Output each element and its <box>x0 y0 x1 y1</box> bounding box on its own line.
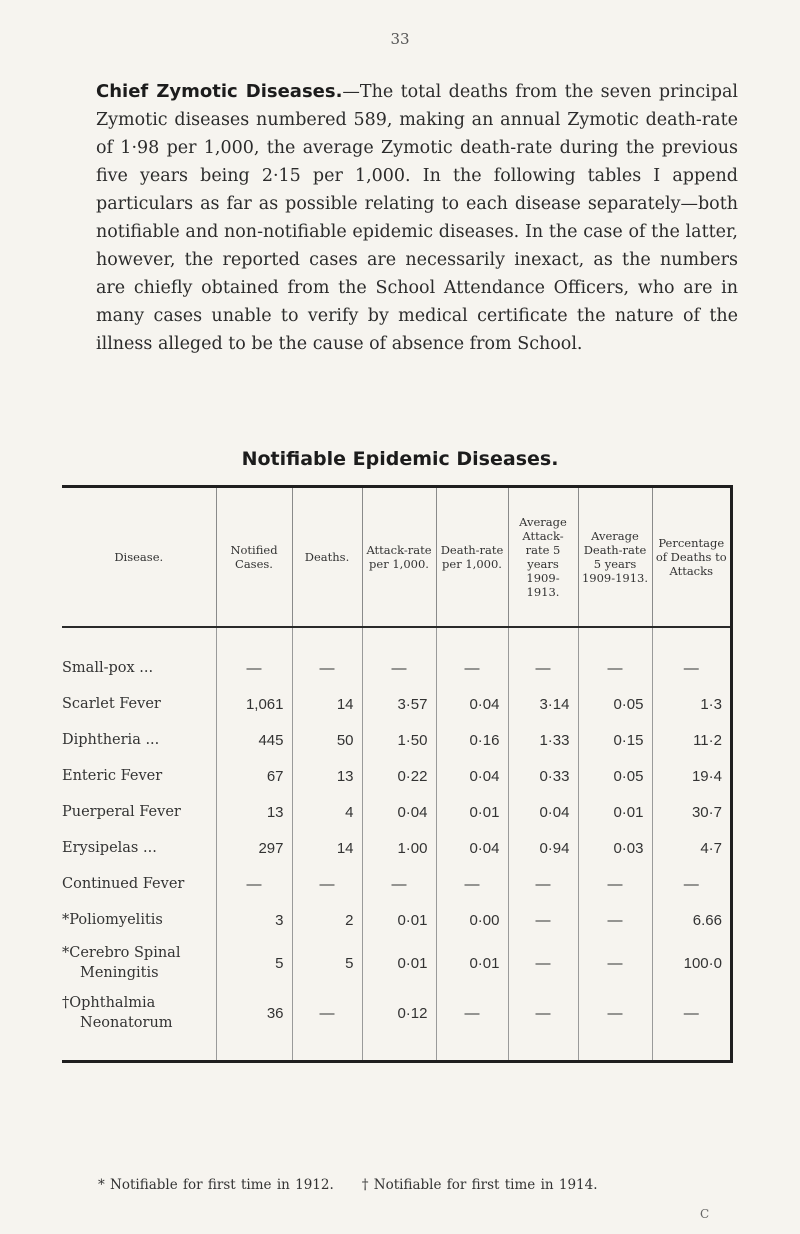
footnotes <box>98 1177 598 1193</box>
table-cell: 0·04 <box>508 794 578 830</box>
disease-name: Erysipelas ... <box>62 840 157 856</box>
table-cell: — <box>578 650 652 686</box>
table-cell: 4 <box>292 794 362 830</box>
intro-text: —The total deaths from the seven principal Zymotic diseases numbered 589, making an annual Zymotic death-rate of 1·98 per 1,000, the average Zymotic death-rate during the previous five years being 2·15 per 1,000. In the following tables I append particulars as far as possible relating to each disease separately—both notifiable and non-notifiable epidemic diseases. In the case of the latter, however, the reported cases are necessarily inexact, as the numbers are chiefly obtained from the School Attendance Officers, who are in many cases unable to verify by medical certificate the nature of the illness alleged to be the cause of absence from School. <box>96 82 738 354</box>
table-cell: 2 <box>292 902 362 938</box>
table-cell: 0·05 <box>578 758 652 794</box>
table-cell: 30·7 <box>652 794 730 830</box>
disease-name: Small-pox ... <box>62 660 154 676</box>
disease-name: Continued Fever <box>62 876 185 892</box>
table-cell: 4·7 <box>652 830 730 866</box>
table-cell: 1·50 <box>362 722 436 758</box>
column-header: Percentage of Deaths to Attacks <box>652 488 730 627</box>
table-cell: — <box>652 988 730 1038</box>
table-cell: — <box>436 650 508 686</box>
table-cell: 0·01 <box>436 794 508 830</box>
table-cell: 0·22 <box>362 758 436 794</box>
table-cell: — <box>508 902 578 938</box>
empty-cell <box>362 1038 436 1060</box>
table-cell: 14 <box>292 830 362 866</box>
table-body <box>62 627 730 1060</box>
footnote-star: * Notifiable for first time in 1912. <box>98 1177 334 1193</box>
empty-cell <box>362 627 436 650</box>
table-cell: 1·3 <box>652 686 730 722</box>
table-row <box>62 722 730 758</box>
table-cell: 1·00 <box>362 830 436 866</box>
empty-cell <box>292 1038 362 1060</box>
spacer-row <box>62 1038 730 1060</box>
table-cell: 13 <box>216 794 292 830</box>
table-cell: 19·4 <box>652 758 730 794</box>
empty-cell <box>292 627 362 650</box>
table-cell: 0·33 <box>508 758 578 794</box>
table-cell: 36 <box>216 988 292 1038</box>
empty-cell <box>652 1038 730 1060</box>
table-cell: 0·04 <box>436 758 508 794</box>
table-cell: — <box>292 650 362 686</box>
empty-cell <box>436 1038 508 1060</box>
table-cell: 3 <box>216 902 292 938</box>
table-cell: — <box>362 650 436 686</box>
table-row <box>62 866 730 902</box>
table-cell: 5 <box>292 938 362 988</box>
table-cell: — <box>216 866 292 902</box>
table-cell: 100·0 <box>652 938 730 988</box>
table-cell: 0·04 <box>362 794 436 830</box>
disease-name-continued: Neonatorum <box>80 1015 173 1031</box>
table-cell: 0·01 <box>578 794 652 830</box>
table-cell: — <box>578 988 652 1038</box>
table-cell: — <box>292 988 362 1038</box>
table-cell: 445 <box>216 722 292 758</box>
table-row <box>62 650 730 686</box>
empty-cell <box>62 627 216 650</box>
empty-cell <box>436 627 508 650</box>
table-cell: — <box>508 650 578 686</box>
empty-cell <box>62 1038 216 1060</box>
table-cell: 6.66 <box>652 902 730 938</box>
table-cell: 3·57 <box>362 686 436 722</box>
disease-name-cell <box>62 830 216 866</box>
empty-cell <box>216 627 292 650</box>
section-heading: Chief Zymotic Diseases. <box>96 81 343 102</box>
table-cell: 297 <box>216 830 292 866</box>
spacer-row <box>62 627 730 650</box>
column-header: Deaths. <box>292 488 362 627</box>
disease-name-cell <box>62 650 216 686</box>
disease-name-cell <box>62 866 216 902</box>
table-row <box>62 988 730 1038</box>
table-header-row <box>62 488 730 627</box>
disease-name: Puerperal Fever <box>62 804 181 820</box>
disease-name: †Ophthalmia <box>62 995 156 1011</box>
notifiable-diseases-table <box>62 488 730 1060</box>
table-cell: 11·2 <box>652 722 730 758</box>
disease-name-cell <box>62 758 216 794</box>
disease-name: *Poliomyelitis <box>62 912 163 928</box>
table-cell: — <box>436 866 508 902</box>
disease-name: *Cerebro Spinal <box>62 945 181 961</box>
column-header: Average Death-rate 5 years 1909-1913. <box>578 488 652 627</box>
disease-name-cell <box>62 794 216 830</box>
table-cell: — <box>652 866 730 902</box>
table-cell: 0·12 <box>362 988 436 1038</box>
table-row <box>62 902 730 938</box>
table-cell: 1,061 <box>216 686 292 722</box>
column-header: Death-rate per 1,000. <box>436 488 508 627</box>
table-cell: 0·94 <box>508 830 578 866</box>
column-header: Attack-rate per 1,000. <box>362 488 436 627</box>
disease-name: Scarlet Fever <box>62 696 161 712</box>
table-cell: 1·33 <box>508 722 578 758</box>
table-frame <box>62 485 733 1063</box>
table-row <box>62 794 730 830</box>
table-cell: — <box>578 866 652 902</box>
table-cell: — <box>578 938 652 988</box>
empty-cell <box>508 1038 578 1060</box>
table-cell: 0·04 <box>436 830 508 866</box>
page-number: 33 <box>390 30 410 48</box>
table-cell: 67 <box>216 758 292 794</box>
signature-mark: C <box>700 1207 710 1221</box>
table-cell: 3·14 <box>508 686 578 722</box>
table-cell: 50 <box>292 722 362 758</box>
empty-cell <box>578 1038 652 1060</box>
table-cell: 13 <box>292 758 362 794</box>
table-cell: — <box>292 866 362 902</box>
table-cell: 0·04 <box>436 686 508 722</box>
table-cell: 0·15 <box>578 722 652 758</box>
empty-cell <box>216 1038 292 1060</box>
intro-paragraph <box>96 78 738 358</box>
table-cell: — <box>216 650 292 686</box>
table-title: Notifiable Epidemic Diseases. <box>241 448 559 470</box>
table-row <box>62 686 730 722</box>
table-cell: 0·01 <box>362 902 436 938</box>
disease-name-cell <box>62 902 216 938</box>
table-cell: 0·01 <box>362 938 436 988</box>
table-cell: 14 <box>292 686 362 722</box>
table-cell: 0·03 <box>578 830 652 866</box>
footnote-dagger: † Notifiable for first time in 1914. <box>361 1177 598 1193</box>
table-cell: 0·16 <box>436 722 508 758</box>
table-row <box>62 830 730 866</box>
table-cell: — <box>362 866 436 902</box>
table-cell: — <box>508 866 578 902</box>
column-header: Notified Cases. <box>216 488 292 627</box>
table-cell: 5 <box>216 938 292 988</box>
empty-cell <box>508 627 578 650</box>
empty-cell <box>578 627 652 650</box>
table-cell: 0·01 <box>436 938 508 988</box>
disease-name-continued: Meningitis <box>80 965 159 981</box>
table-row <box>62 938 730 988</box>
column-header: Disease. <box>62 488 216 627</box>
disease-name-cell <box>62 686 216 722</box>
disease-name: Enteric Fever <box>62 768 163 784</box>
table-cell: — <box>508 988 578 1038</box>
table-cell: 0·00 <box>436 902 508 938</box>
table-cell: — <box>508 938 578 988</box>
disease-name-cell <box>62 988 216 1038</box>
column-header: Average Attack-rate 5 years 1909-1913. <box>508 488 578 627</box>
table-row <box>62 758 730 794</box>
empty-cell <box>652 627 730 650</box>
table-cell: — <box>652 650 730 686</box>
table-cell: — <box>436 988 508 1038</box>
disease-name-cell <box>62 938 216 988</box>
disease-name: Diphtheria ... <box>62 732 160 748</box>
table-cell: 0·05 <box>578 686 652 722</box>
table-cell: — <box>578 902 652 938</box>
disease-name-cell <box>62 722 216 758</box>
